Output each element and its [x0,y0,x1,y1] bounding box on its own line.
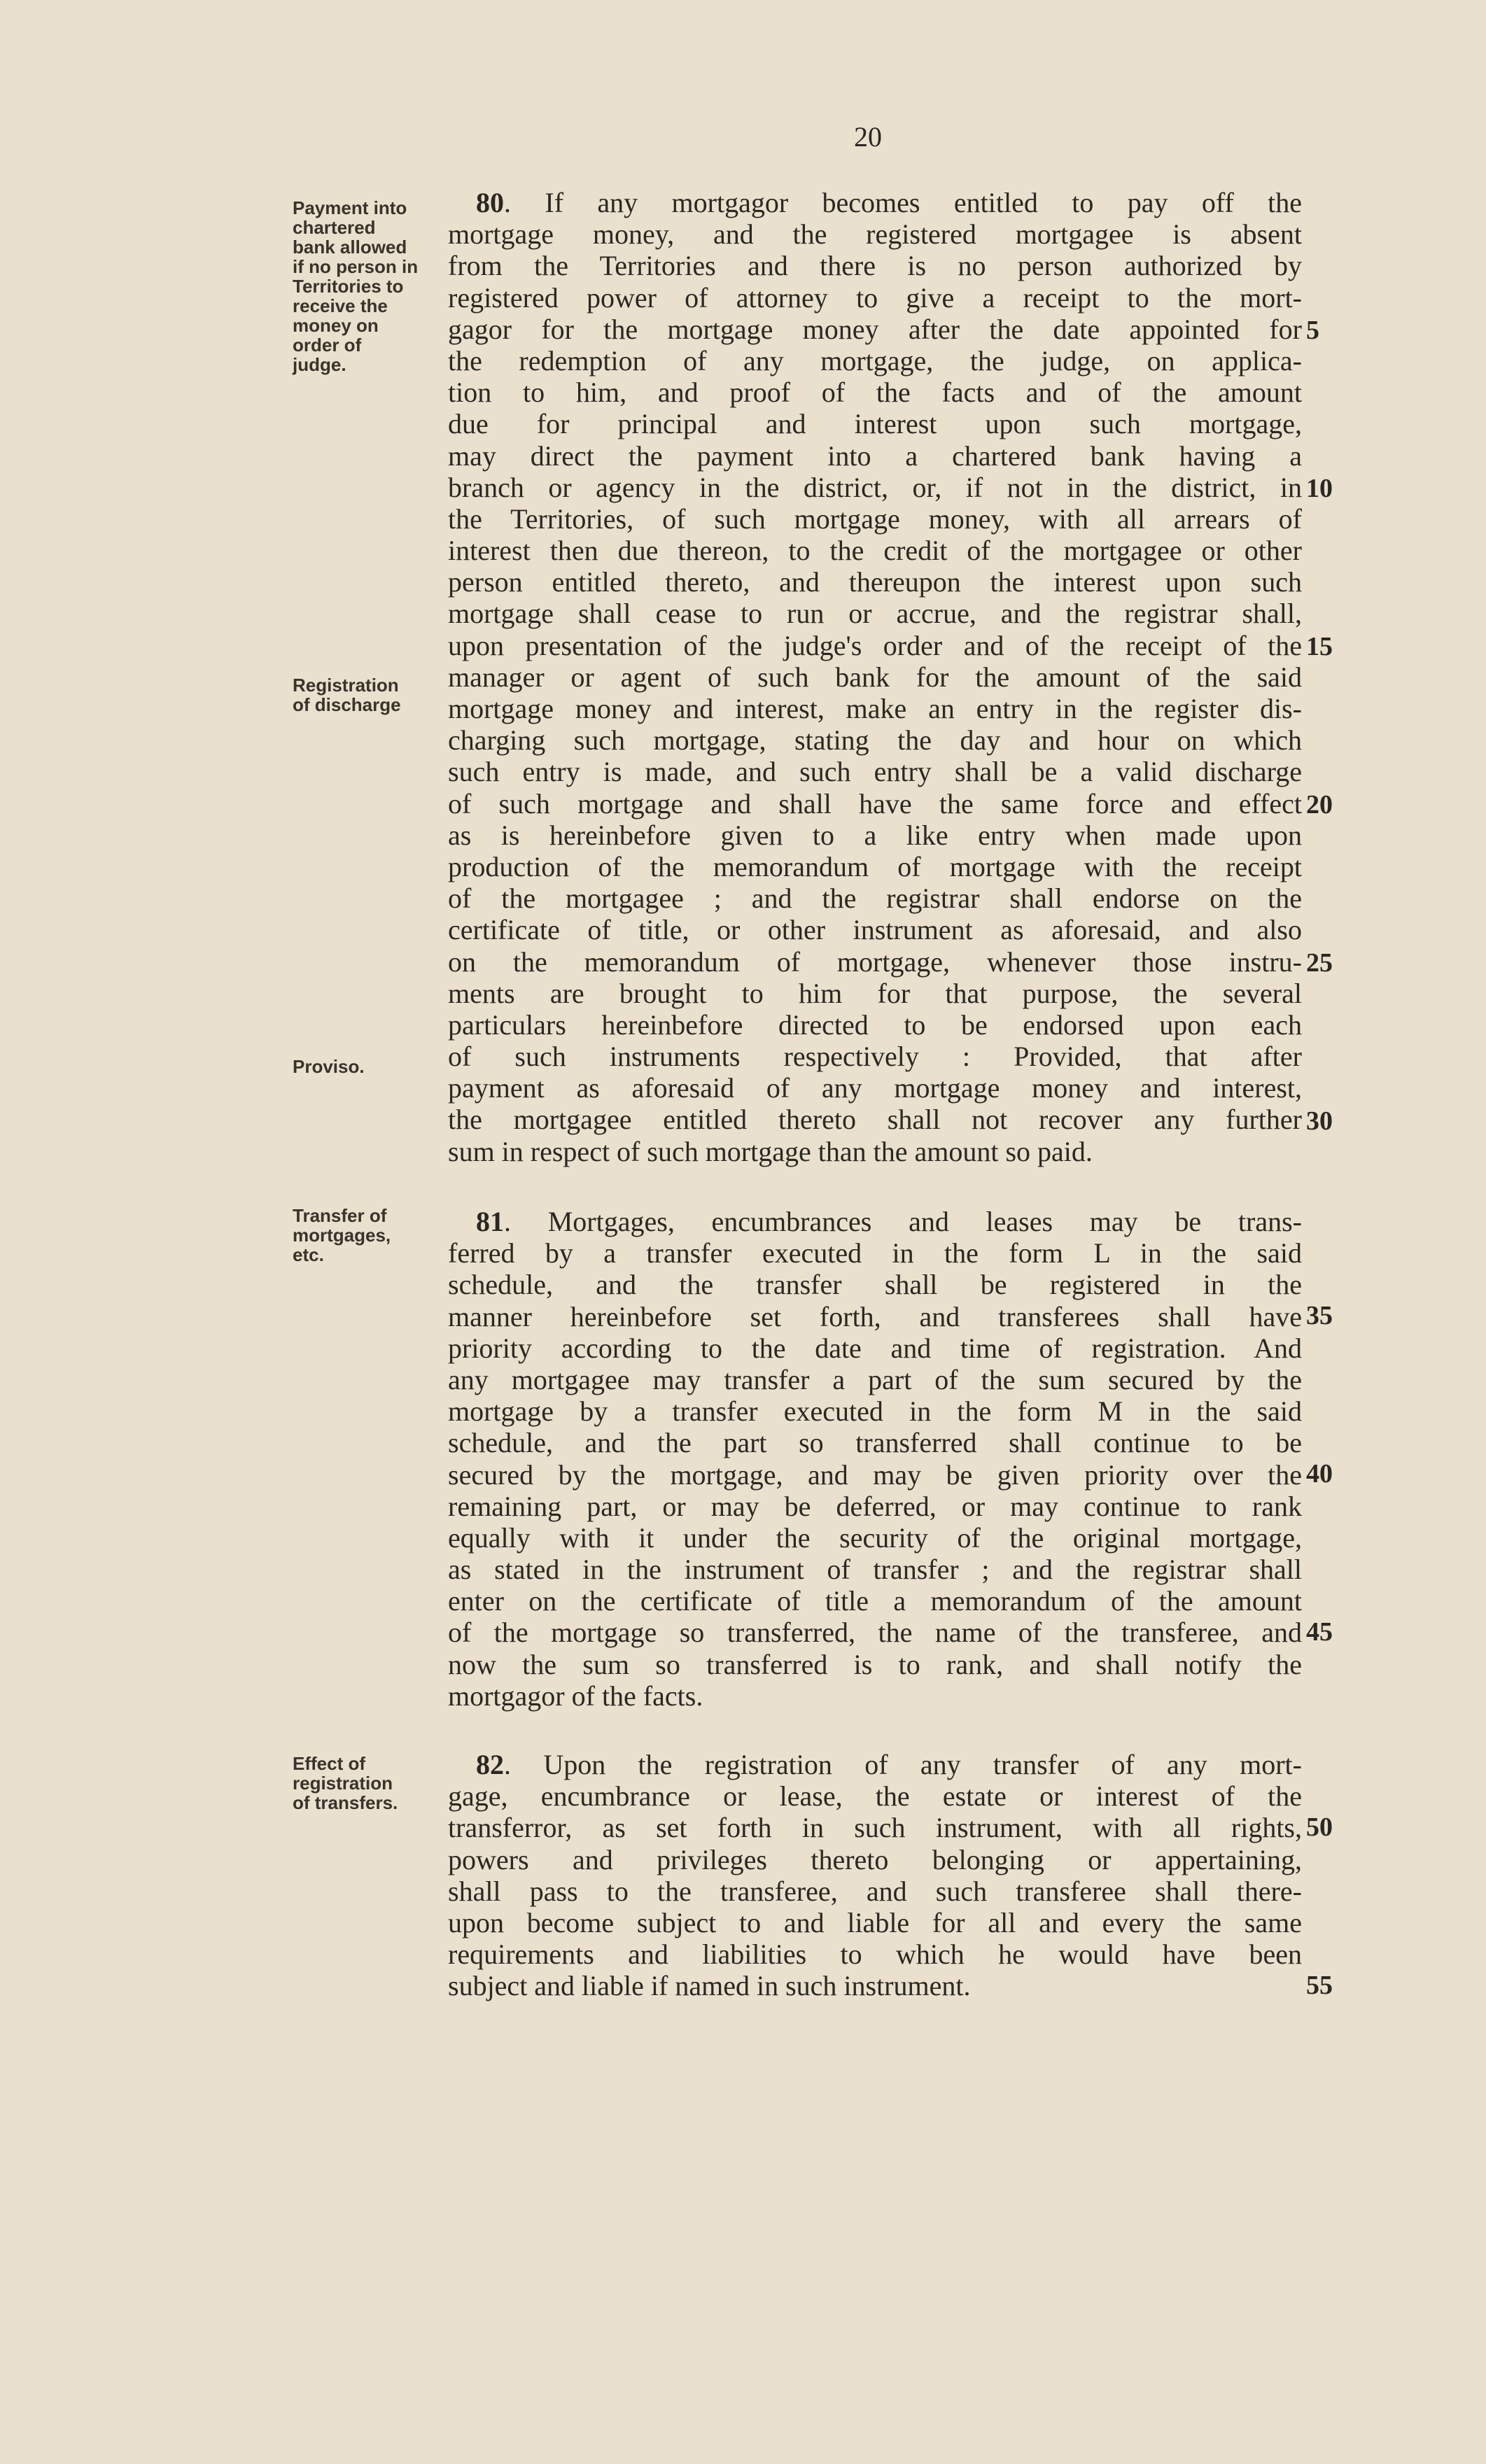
section-line: due for principal and interest upon such mortgage, [448,408,1302,440]
section-line: powers and privileges thereto belonging or appertaining, [448,1843,1302,1875]
marginal-note-line: Effect of [293,1753,365,1774]
section-line: mortgage money and interest, make an entry in the register dis- [448,693,1302,724]
section-line: now the sum so transferred is to rank, and shall notify the [448,1648,1302,1680]
section-80 [448,187,1302,1167]
marginal-note-effect-registration [293,1754,447,1812]
section-line: person entitled thereto, and thereupon the interest upon such [448,566,1302,598]
marginal-note-line: etc. [293,1244,324,1265]
line-number-20: 20 [1306,790,1333,819]
marginal-note-line: order of [293,335,362,355]
line-number-15: 15 [1306,632,1333,661]
section-number: 82 [476,1749,504,1780]
section-line [448,187,1302,218]
section-line: the Territories, of such mortgage money, with all arrears of [448,502,1302,535]
section-number: 80 [476,187,504,218]
line-number-55: 55 [1306,1971,1333,2000]
section-line [448,1749,1302,1780]
marginal-note-line: Territories to [293,276,404,297]
section-line: enter on the certificate of title a memorandum of the amount [448,1585,1302,1617]
marginal-note-line: judge. [293,354,346,375]
section-line: sum in respect of such mortgage than the amount so paid. [448,1135,1093,1167]
section-line: requirements and liabilities to which he would have been [448,1938,1302,1971]
section-line: secured by the mortgage, and may be given priority over the [448,1458,1302,1491]
line-number-5: 5 [1306,316,1319,345]
section-line: schedule, and the transfer shall be registered in the [448,1269,1302,1301]
line-number-40: 40 [1306,1459,1333,1488]
section-line: registered power of attorney to give a receipt to the mort- [448,281,1302,314]
section-line: the mortgagee entitled thereto shall not recover any further [448,1104,1302,1136]
line-number-30: 30 [1306,1106,1333,1136]
section-line: mortgage money, and the registered mortgagee is absent [448,218,1302,251]
section-line: as is hereinbefore given to a like entry when made upon [448,819,1302,851]
section-line: ferred by a transfer executed in the form L in the said [448,1237,1302,1269]
marginal-note-line: bank allowed [293,237,407,258]
section-line: remaining part, or may be deferred, or may continue to rank [448,1490,1302,1522]
section-line: charging such mortgage, stating the day and hour on which [448,724,1302,756]
section-line: as stated in the instrument of transfer ; and the registrar shall [448,1554,1302,1586]
section-line: shall pass to the transferee, and such transferee shall there- [448,1875,1302,1907]
marginal-note-proviso [293,1057,447,1076]
section-line: branch or agency in the district, or, if not in the district, in [448,471,1302,503]
line-number-10: 10 [1306,474,1333,503]
marginal-note-line: Payment into [293,197,407,218]
section-line: on the memorandum of mortgage, whenever those instru- [448,945,1302,978]
line-number-35: 35 [1306,1301,1333,1330]
marginal-note-line: Transfer of [293,1205,387,1226]
marginal-note-line: mortgages, [293,1225,391,1246]
section-line: the redemption of any mortgage, the judge, on applica- [448,344,1302,376]
marginal-note-line: chartered [293,217,376,238]
section-line: of such instruments respectively : Provided, that after [448,1041,1302,1073]
section-line: of such mortgage and shall have the same force and effect [448,787,1302,819]
section-line: equally with it under the security of the original mortgage, [448,1521,1302,1554]
section-line: upon presentation of the judge's order and of the receipt of the [448,629,1302,661]
marginal-note-line: of discharge [293,694,401,715]
section-line: upon become subject to and liable for all and every the same [448,1906,1302,1938]
page-number: 20 [854,121,882,153]
section-line: particulars hereinbefore directed to be endorsed upon each [448,1008,1302,1041]
section-line: such entry is made, and such entry shall be a valid discharge [448,756,1302,788]
section-line: priority according to the date and time of registration. And [448,1332,1302,1364]
section-line: from the Territories and there is no person authorized by [448,250,1302,282]
section-line: may direct the payment into a chartered bank having a [448,439,1302,472]
section-82 [448,1749,1302,2002]
marginal-note-line: Proviso. [293,1056,365,1077]
section-line: gage, encumbrance or lease, the estate or interest of the [448,1780,1302,1812]
section-line: schedule, and the part so transferred shall continue to be [448,1427,1302,1459]
section-line: mortgage by a transfer executed in the form M in the said [448,1395,1302,1428]
marginal-note-line: if no person in [293,256,419,277]
line-number-50: 50 [1306,1812,1333,1842]
section-text: . Mortgages, encumbrances and leases may be trans- [504,1206,1302,1237]
marginal-note-line: receive the [293,295,388,316]
section-text: . If any mortgagor becomes entitled to pay off the [504,187,1302,218]
marginal-note-transfer [293,1206,447,1265]
section-line: subject and liable if named in such instrument. [448,1970,971,2002]
section-line: manager or agent of such bank for the amount of the said [448,661,1302,693]
section-line: interest then due thereon, to the credit of the mortgagee or other [448,535,1302,567]
section-line: mortgagor of the facts. [448,1680,703,1712]
section-line: any mortgagee may transfer a part of the sum secured by the [448,1363,1302,1395]
section-line: transferror, as set forth in such instrument, with all rights, [448,1812,1302,1844]
section-line [448,1206,1302,1237]
section-81 [448,1206,1302,1712]
section-text: . Upon the registration of any transfer of any mort- [504,1749,1302,1780]
section-line: ments are brought to him for that purpose, the several [448,977,1302,1009]
section-line: gagor for the mortgage money after the date appointed for [448,313,1302,345]
section-number: 81 [476,1206,504,1237]
section-line: tion to him, and proof of the facts and of the amount [448,376,1302,409]
section-line: certificate of title, or other instrument as aforesaid, and also [448,914,1302,946]
section-line: of the mortgagee ; and the registrar shall endorse on the [448,882,1302,915]
marginal-note-line: money on [293,315,379,336]
line-number-25: 25 [1306,948,1333,978]
marginal-note-registration-discharge [293,675,447,714]
section-line: payment as aforesaid of any mortgage money and interest, [448,1072,1302,1104]
marginal-note-line: of transfers. [293,1792,398,1813]
section-line: manner hereinbefore set forth, and transferees shall have [448,1300,1302,1332]
section-line: mortgage shall cease to run or accrue, and the registrar shall, [448,598,1302,630]
line-number-45: 45 [1306,1617,1333,1647]
section-line: production of the memorandum of mortgage with the receipt [448,850,1302,882]
marginal-note-line: registration [293,1773,393,1794]
marginal-note-line: Registration [293,675,399,696]
section-line: of the mortgage so transferred, the name of the transferee, and [448,1617,1302,1649]
marginal-note-payment [293,198,447,374]
